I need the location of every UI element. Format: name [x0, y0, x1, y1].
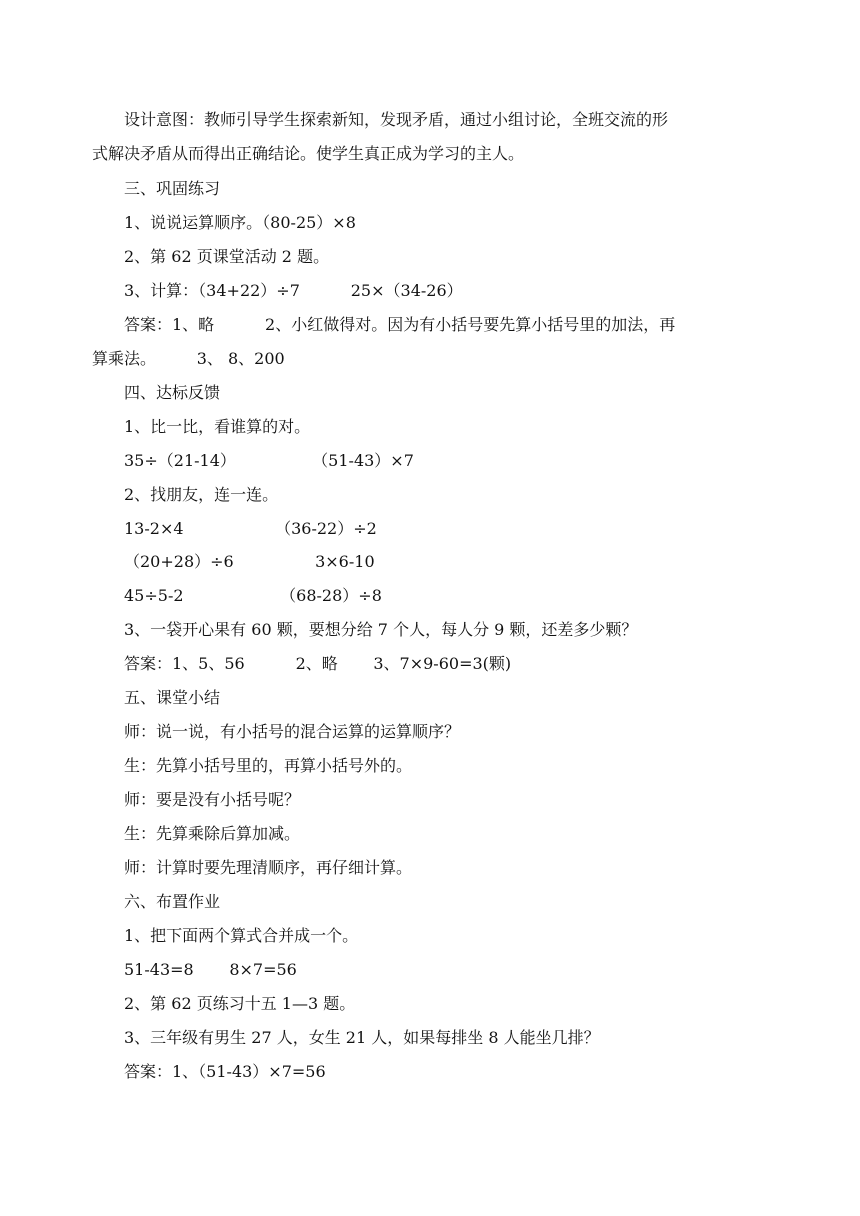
- feedback-answer: 答案：1、5、56 2、略 3、7×9-60=3(颗): [124, 654, 512, 673]
- practice-item-1: 1、说说运算顺序。（80-25）×8: [124, 213, 356, 232]
- match-row-2: （20+28）÷6 3×6-10: [124, 552, 375, 571]
- feedback-item-2: 2、找朋友，连一连。: [124, 485, 279, 504]
- homework-answer: 答案：1、（51-43）×7=56: [124, 1062, 326, 1081]
- section-heading-feedback: 四、达标反馈: [124, 383, 221, 402]
- summary-teacher-3: 师：计算时要先理清顺序，再仔细计算。: [124, 858, 413, 877]
- practice-item-2: 2、第 62 页课堂活动 2 题。: [124, 247, 330, 266]
- match-row-1: 13-2×4 （36-22）÷2: [124, 519, 377, 538]
- practice-answer-line-1: 答案：1、略 2、小红做得对。因为有小括号要先算小括号里的加法，再: [124, 315, 676, 334]
- feedback-item-1: 1、比一比，看谁算的对。: [124, 417, 311, 436]
- homework-item-2: 2、第 62 页练习十五 1—3 题。: [124, 994, 356, 1013]
- feedback-expressions-1: 35÷（21-14） （51-43）×7: [124, 451, 414, 470]
- section-heading-summary: 五、课堂小结: [124, 688, 221, 707]
- match-row-3: 45÷5-2 （68-28）÷8: [124, 586, 382, 605]
- summary-teacher-2: 师：要是没有小括号呢？: [124, 790, 301, 809]
- feedback-item-3: 3、一袋开心果有 60 颗，要想分给 7 个人，每人分 9 颗，还差多少颗？: [124, 620, 638, 639]
- summary-student-2: 生：先算乘除后算加减。: [124, 824, 301, 843]
- summary-student-1: 生：先算小括号里的，再算小括号外的。: [124, 756, 413, 775]
- design-intent-line-2: 式解决矛盾从而得出正确结论。使学生真正成为学习的主人。: [92, 144, 525, 163]
- section-heading-practice: 三、巩固练习: [124, 179, 221, 198]
- homework-item-3: 3、三年级有男生 27 人，女生 21 人，如果每排坐 8 人能坐几排？: [124, 1028, 600, 1047]
- homework-item-1: 1、把下面两个算式合并成一个。: [124, 926, 359, 945]
- practice-item-3: 3、计算：（34+22）÷7 25×（34-26）: [124, 281, 463, 300]
- design-intent-line-1: 设计意图：教师引导学生探索新知，发现矛盾，通过小组讨论，全班交流的形: [124, 110, 669, 129]
- section-heading-homework: 六、布置作业: [124, 892, 221, 911]
- homework-expressions: 51-43=8 8×7=56: [124, 960, 297, 979]
- summary-teacher-1: 师：说一说，有小括号的混合运算的运算顺序？: [124, 722, 461, 741]
- practice-answer-line-2: 算乘法。 3、 8、200: [92, 349, 285, 368]
